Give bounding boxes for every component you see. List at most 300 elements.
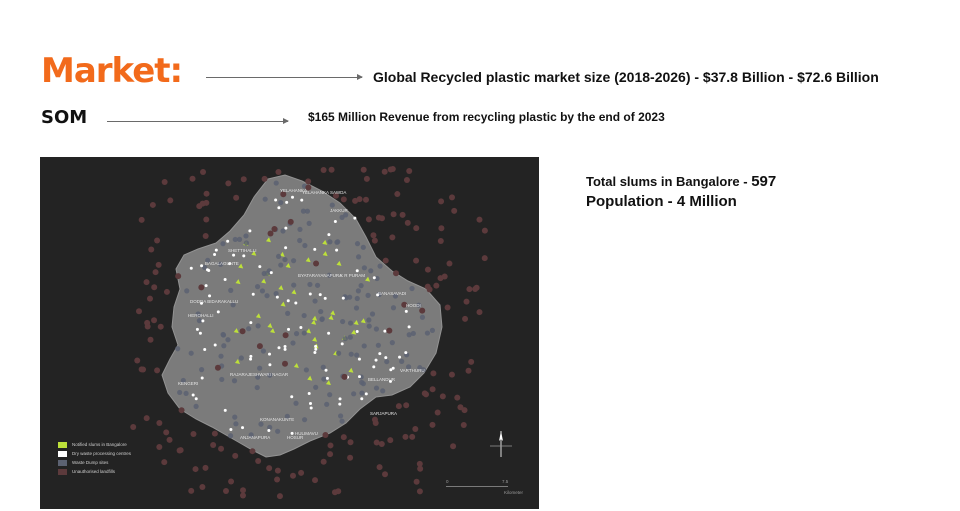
unauthorised-landfill — [164, 289, 170, 295]
waste-dump-site — [278, 200, 283, 205]
dry-waste-centre — [378, 352, 381, 355]
unauthorised-landfill — [188, 488, 194, 494]
waste-dump-site — [348, 335, 353, 340]
dry-waste-centre — [267, 429, 270, 432]
waste-dump-site — [260, 288, 265, 293]
waste-dump-site — [359, 390, 364, 395]
legend-item-landfills — [58, 467, 131, 476]
legend-label-landfills: Unauthorised landfills — [72, 469, 116, 474]
unauthorised-landfill — [140, 367, 146, 373]
dry-waste-centre — [268, 363, 271, 366]
unauthorised-landfill — [348, 439, 354, 445]
waste-dump-site — [263, 197, 268, 202]
waste-dump-site — [349, 352, 354, 357]
unauthorised-landfill — [162, 179, 168, 185]
unauthorised-landfill — [154, 237, 160, 243]
waste-dump-site — [232, 378, 237, 383]
unauthorised-landfill — [394, 191, 400, 197]
dry-waste-centre — [208, 294, 211, 297]
waste-dump-site — [218, 354, 223, 359]
unauthorised-landfill — [409, 434, 415, 440]
unauthorised-landfill — [203, 233, 209, 239]
waste-dump-site — [197, 318, 202, 323]
waste-dump-site — [199, 367, 204, 372]
waste-dump-site — [377, 264, 382, 269]
waste-dump-site — [330, 202, 335, 207]
dry-waste-centre — [284, 246, 287, 249]
waste-dump-site — [356, 254, 361, 259]
dry-waste-centre — [392, 367, 395, 370]
waste-dump-site — [276, 254, 281, 259]
waste-dump-site — [244, 240, 249, 245]
market-size-text: Global Recycled plastic market size (2018-2026) - $37.8 Billion - $72.6 Billion — [373, 69, 879, 85]
waste-dump-site — [221, 343, 226, 348]
waste-dump-site — [184, 288, 189, 293]
dry-waste-centre — [201, 319, 204, 322]
unauthorised-landfill — [156, 444, 162, 450]
place-label: SHETTIHALLI — [228, 248, 257, 253]
place-label: SARJAPURA — [370, 411, 398, 416]
waste-dump-site — [293, 401, 298, 406]
waste-dump-site — [348, 320, 353, 325]
unauthorised-landfill — [271, 226, 277, 232]
waste-dump-site — [359, 380, 364, 385]
unauthorised-landfill — [454, 395, 460, 401]
dry-waste-centre — [190, 267, 193, 270]
unauthorised-landfill — [130, 424, 136, 430]
dry-waste-centre — [314, 348, 317, 351]
legend-swatch-dry-waste — [58, 451, 67, 457]
dry-waste-centre — [242, 254, 245, 257]
waste-dump-site — [297, 238, 302, 243]
som-revenue-text: $165 Million Revenue from recycling plastic by the end of 2023 — [308, 110, 665, 124]
waste-dump-site — [220, 241, 225, 246]
waste-dump-site — [267, 425, 272, 430]
dry-waste-centre — [285, 201, 288, 204]
dry-waste-centre — [299, 326, 302, 329]
waste-dump-site — [301, 209, 306, 214]
unauthorised-landfill — [400, 212, 406, 218]
waste-dump-site — [339, 419, 344, 424]
dry-waste-centre — [358, 375, 361, 378]
dry-waste-centre — [200, 264, 203, 267]
unauthorised-landfill — [382, 471, 388, 477]
unauthorised-landfill — [210, 442, 216, 448]
unauthorised-landfill — [446, 261, 452, 267]
waste-dump-site — [302, 330, 307, 335]
dry-waste-centre — [356, 269, 359, 272]
dry-waste-centre — [405, 310, 408, 313]
place-label: HOSUR — [287, 435, 304, 440]
unauthorised-landfill — [403, 402, 409, 408]
waste-dump-site — [351, 391, 356, 396]
unauthorised-landfill — [154, 367, 160, 373]
som-arrow — [107, 121, 288, 122]
unauthorised-landfill — [150, 202, 156, 208]
waste-dump-site — [354, 305, 359, 310]
waste-dump-site — [282, 257, 287, 262]
unauthorised-landfill — [277, 493, 283, 499]
unauthorised-landfill — [414, 479, 420, 485]
dry-waste-centre — [365, 392, 368, 395]
waste-dump-site — [355, 241, 360, 246]
dry-waste-centre — [310, 406, 313, 409]
dry-waste-centre — [313, 351, 316, 354]
legend-swatch-slums — [58, 442, 67, 448]
total-slums-label: Total slums in Bangalore - — [586, 174, 752, 189]
unauthorised-landfill — [373, 420, 379, 426]
unauthorised-landfill — [412, 426, 418, 432]
dry-waste-centre — [203, 348, 206, 351]
unauthorised-landfill — [288, 219, 294, 225]
dry-waste-centre — [404, 351, 407, 354]
dry-waste-centre — [287, 299, 290, 302]
dry-waste-centre — [277, 206, 280, 209]
waste-dump-site — [407, 332, 412, 337]
dry-waste-centre — [353, 217, 356, 220]
dry-waste-centre — [284, 345, 287, 348]
waste-dump-site — [189, 351, 194, 356]
dry-waste-centre — [274, 198, 277, 201]
dry-waste-centre — [232, 254, 235, 257]
unauthorised-landfill — [268, 231, 274, 237]
unauthorised-landfill — [347, 455, 353, 461]
unauthorised-landfill — [438, 275, 444, 281]
unauthorised-landfill — [275, 169, 281, 175]
unauthorised-landfill — [139, 217, 145, 223]
place-label: VARTHURU — [400, 368, 425, 373]
unauthorised-landfill — [144, 279, 150, 285]
dry-waste-centre — [313, 248, 316, 251]
unauthorised-landfill — [148, 337, 154, 343]
unauthorised-landfill — [391, 211, 397, 217]
waste-dump-site — [261, 348, 266, 353]
unauthorised-landfill — [482, 255, 488, 261]
waste-dump-site — [177, 390, 182, 395]
legend-swatch-dump-sites — [58, 460, 67, 466]
dry-waste-centre — [324, 297, 327, 300]
waste-dump-site — [232, 415, 237, 420]
waste-dump-site — [246, 326, 251, 331]
place-label: YELAHANKA — [280, 188, 308, 193]
unauthorised-landfill — [377, 464, 383, 470]
unauthorised-landfill — [153, 269, 159, 275]
unauthorised-landfill — [393, 270, 399, 276]
unauthorised-landfill — [406, 168, 412, 174]
unauthorised-landfill — [423, 391, 429, 397]
unauthorised-landfill — [218, 446, 224, 452]
dry-waste-centre — [195, 397, 198, 400]
waste-dump-site — [324, 402, 329, 407]
unauthorised-landfill — [451, 208, 457, 214]
unauthorised-landfill — [464, 299, 470, 305]
waste-dump-site — [409, 286, 414, 291]
waste-dump-site — [313, 385, 318, 390]
waste-dump-site — [359, 283, 364, 288]
place-label: K R PURAM — [340, 273, 366, 278]
unauthorised-landfill — [232, 453, 238, 459]
waste-dump-site — [368, 268, 373, 273]
unauthorised-landfill — [445, 305, 451, 311]
legend-item-dump-sites — [58, 458, 131, 467]
dry-waste-centre — [192, 394, 195, 397]
north-arrow-icon — [486, 429, 516, 459]
waste-dump-site — [255, 284, 260, 289]
dry-waste-centre — [249, 321, 252, 324]
dry-waste-centre — [224, 409, 227, 412]
legend-label-slums: Notified slums in Bangalore — [72, 442, 127, 447]
unauthorised-landfill — [387, 437, 393, 443]
scale-end: 7.5 — [502, 479, 509, 484]
unauthorised-landfill — [283, 332, 289, 338]
place-label: BANASAVADI — [378, 291, 407, 296]
unauthorised-landfill — [151, 317, 157, 323]
unauthorised-landfill — [322, 432, 328, 438]
dry-waste-centre — [196, 328, 199, 331]
unauthorised-landfill — [275, 468, 281, 474]
waste-dump-site — [285, 311, 290, 316]
unauthorised-landfill — [144, 320, 150, 326]
unauthorised-landfill — [212, 431, 218, 437]
dry-waste-centre — [342, 297, 345, 300]
unauthorised-landfill — [255, 458, 261, 464]
unauthorised-landfill — [179, 407, 185, 413]
waste-dump-site — [291, 258, 296, 263]
unauthorised-landfill — [341, 434, 347, 440]
unauthorised-landfill — [396, 403, 402, 409]
unauthorised-landfill — [321, 167, 327, 173]
dry-waste-centre — [314, 345, 317, 348]
unauthorised-landfill — [429, 422, 435, 428]
waste-dump-site — [256, 323, 261, 328]
place-label: HEROHALLI — [188, 313, 214, 318]
waste-dump-site — [257, 366, 262, 371]
waste-dump-site — [362, 265, 367, 270]
unauthorised-landfill — [223, 488, 229, 494]
dry-waste-centre — [205, 284, 208, 287]
place-label: YELAHANKA SAWDA — [302, 190, 347, 195]
unauthorised-landfill — [474, 285, 480, 291]
dry-waste-centre — [284, 227, 287, 230]
legend-swatch-landfills — [58, 469, 67, 475]
unauthorised-landfill — [379, 215, 385, 221]
dry-waste-centre — [338, 403, 341, 406]
dry-waste-centre — [213, 253, 216, 256]
unauthorised-landfill — [449, 372, 455, 378]
dry-waste-centre — [294, 302, 297, 305]
unauthorised-landfill — [240, 328, 246, 334]
dry-waste-centre — [408, 325, 411, 328]
unauthorised-landfill — [363, 197, 369, 203]
unauthorised-landfill — [413, 258, 419, 264]
total-slums-line — [586, 174, 776, 190]
unauthorised-landfill — [383, 258, 389, 264]
som-label: SOM — [41, 107, 88, 128]
unauthorised-landfill — [156, 420, 162, 426]
unauthorised-landfill — [204, 191, 210, 197]
dry-waste-centre — [217, 310, 220, 313]
unauthorised-landfill — [466, 368, 472, 374]
unauthorised-landfill — [433, 283, 439, 289]
scale-start: 0 — [446, 479, 449, 484]
unauthorised-landfill — [199, 484, 205, 490]
unauthorised-landfill — [335, 488, 341, 494]
unauthorised-landfill — [328, 442, 334, 448]
waste-dump-site — [307, 282, 312, 287]
legend-label-dump-sites: Waste Dump sites — [72, 460, 109, 465]
unauthorised-landfill — [461, 422, 467, 428]
population-text: Population - 4 Million — [586, 193, 737, 210]
waste-dump-site — [312, 298, 317, 303]
dry-waste-centre — [258, 265, 261, 268]
waste-dump-site — [335, 239, 340, 244]
unauthorised-landfill — [262, 176, 268, 182]
unauthorised-landfill — [257, 343, 263, 349]
waste-dump-site — [374, 385, 379, 390]
waste-dump-site — [304, 367, 309, 372]
waste-dump-site — [302, 313, 307, 318]
dry-waste-centre — [375, 359, 378, 362]
unauthorised-landfill — [427, 286, 433, 292]
dry-waste-centre — [373, 276, 376, 279]
unauthorised-landfill — [167, 197, 173, 203]
place-label: HOODI — [406, 303, 421, 308]
scale-line — [446, 486, 508, 487]
unauthorised-landfill — [136, 308, 142, 314]
waste-dump-site — [362, 343, 367, 348]
waste-dump-site — [294, 331, 299, 336]
unauthorised-landfill — [312, 477, 318, 483]
waste-dump-site — [336, 351, 341, 356]
unauthorised-landfill — [240, 493, 246, 499]
unauthorised-landfill — [425, 267, 431, 273]
unauthorised-landfill — [177, 447, 183, 453]
waste-dump-site — [365, 293, 370, 298]
unauthorised-landfill — [468, 359, 474, 365]
unauthorised-landfill — [249, 448, 255, 454]
waste-dump-site — [233, 421, 238, 426]
waste-dump-site — [175, 346, 180, 351]
dry-waste-centre — [229, 428, 232, 431]
bangalore-waste-map — [40, 157, 539, 509]
unauthorised-landfill — [233, 195, 239, 201]
waste-dump-site — [194, 404, 199, 409]
unauthorised-landfill — [202, 465, 208, 471]
unauthorised-landfill — [175, 273, 181, 279]
map-legend — [58, 440, 131, 476]
unauthorised-landfill — [405, 220, 411, 226]
unauthorised-landfill — [438, 198, 444, 204]
waste-dump-site — [228, 433, 233, 438]
dry-waste-centre — [300, 199, 303, 202]
dry-waste-centre — [215, 249, 218, 252]
unauthorised-landfill — [476, 309, 482, 315]
waste-dump-site — [239, 355, 244, 360]
waste-dump-site — [278, 262, 283, 267]
total-slums-value: 597 — [751, 173, 777, 190]
unauthorised-landfill — [382, 169, 388, 175]
place-label: BELLANDUR — [368, 377, 396, 382]
legend-item-dry-waste — [58, 449, 131, 458]
unauthorised-landfill — [379, 441, 385, 447]
dry-waste-centre — [276, 296, 279, 299]
waste-dump-site — [374, 326, 379, 331]
waste-dump-site — [384, 359, 389, 364]
unauthorised-landfill — [438, 238, 444, 244]
unauthorised-landfill — [329, 167, 335, 173]
unauthorised-landfill — [298, 470, 304, 476]
waste-dump-site — [233, 237, 238, 242]
market-arrow — [206, 77, 362, 78]
place-label: KENGERI — [178, 381, 199, 386]
unauthorised-landfill — [156, 262, 162, 268]
scale-unit: Kilometer — [504, 490, 524, 495]
dry-waste-centre — [327, 332, 330, 335]
unauthorised-landfill — [417, 488, 423, 494]
unauthorised-landfill — [438, 225, 444, 231]
waste-dump-site — [367, 324, 372, 329]
dry-waste-centre — [277, 346, 280, 349]
dry-waste-centre — [248, 229, 251, 232]
dry-waste-centre — [327, 233, 330, 236]
dry-waste-centre — [372, 365, 375, 368]
unauthorised-landfill — [386, 328, 392, 334]
waste-dump-site — [354, 352, 359, 357]
dry-waste-centre — [309, 402, 312, 405]
dry-waste-centre — [199, 332, 202, 335]
legend-item-slums — [58, 440, 131, 449]
waste-dump-site — [264, 293, 269, 298]
waste-dump-site — [258, 422, 263, 427]
waste-dump-site — [430, 328, 435, 333]
dry-waste-centre — [309, 293, 312, 296]
place-label: BAGALAGUNTE — [205, 261, 239, 266]
dry-waste-centre — [214, 344, 217, 347]
waste-dump-site — [297, 227, 302, 232]
unauthorised-landfill — [148, 247, 154, 253]
waste-dump-site — [361, 245, 366, 250]
waste-dump-site — [376, 343, 381, 348]
market-title: Market: — [41, 51, 183, 91]
unauthorised-landfill — [366, 216, 372, 222]
unauthorised-landfill — [417, 466, 423, 472]
place-label: RAJARAJESHWARI NAGAR — [230, 372, 289, 377]
unauthorised-landfill — [282, 361, 288, 367]
waste-dump-site — [380, 388, 385, 393]
waste-dump-site — [327, 392, 332, 397]
unauthorised-landfill — [430, 370, 436, 376]
waste-dump-site — [274, 180, 279, 185]
waste-dump-site — [228, 288, 233, 293]
waste-dump-site — [318, 309, 323, 314]
dry-waste-centre — [287, 328, 290, 331]
waste-dump-site — [399, 359, 404, 364]
waste-dump-site — [340, 319, 345, 324]
dry-waste-centre — [284, 348, 287, 351]
dry-waste-centre — [319, 293, 322, 296]
waste-dump-site — [343, 212, 348, 217]
waste-dump-site — [321, 376, 326, 381]
unauthorised-landfill — [290, 473, 296, 479]
unauthorised-landfill — [266, 465, 272, 471]
unauthorised-landfill — [163, 429, 169, 435]
unauthorised-landfill — [305, 178, 311, 184]
waste-dump-site — [391, 305, 396, 310]
dry-waste-centre — [226, 240, 229, 243]
waste-dump-site — [302, 243, 307, 248]
dry-waste-centre — [325, 369, 328, 372]
unauthorised-landfill — [388, 166, 394, 172]
